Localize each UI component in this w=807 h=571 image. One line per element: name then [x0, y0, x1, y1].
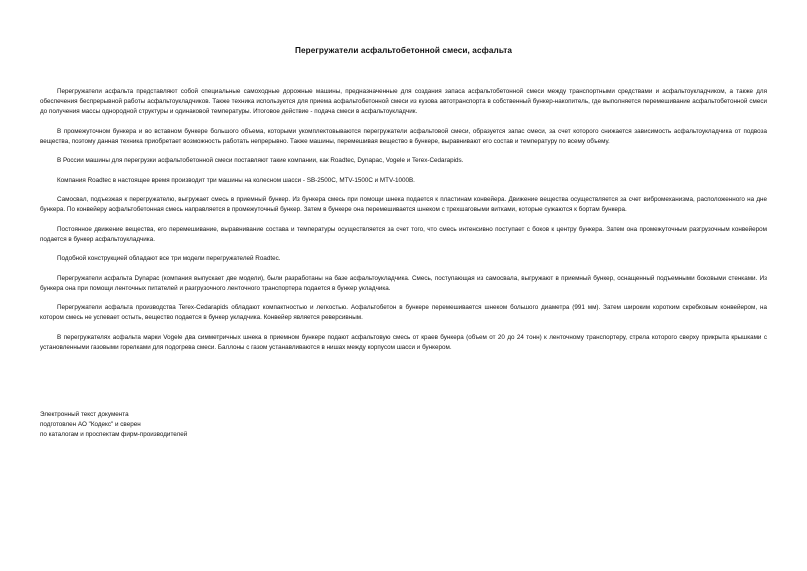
- document-footer: [40, 410, 187, 440]
- paragraph-terex-cedarapids: Перегружатели асфальта производства Terex-Cedarapids обладают компактностью и легкостью. Асфальтобетон в бункере перемешивается шнеком большого диаметра (991 мм). Затем широким коротким скребковым конвейером, на котором смесь не успевает остыть, вещество подается в бункер укладчика. Конвейер является реверсивным.: [40, 304, 767, 322]
- paragraph-suppliers-russia: В России машины для перегрузки асфальтобетонной смеси поставляют такие компании, как Roadtec, Dynapac, Vogele и Terex-Cedarapids.: [57, 157, 464, 165]
- document-body: [40, 87, 767, 362]
- footer-line: по каталогам и проспектам фирм-производителей: [40, 431, 188, 438]
- paragraph-dynapac: Перегружатели асфальта Dynapac (компания выпускает две модели), были разработаны на базе асфальтоукладчика. Смесь, поступающая из самосвала, выгружают в приемный бункер, оснащенный подъемными боковыми стенками. Из бункера она при помощи ленточных питателей и разгрузочного ленточного транспортера подается в бункер укладчика.: [40, 274, 767, 292]
- paragraph-vogele: В перегружателях асфальта марки Vogele два симметричных шнека в приемном бункере подают асфальтовую смесь от краев бункера (объем от 20 до 24 тонн) к ленточному транспортеру, стрела которого сверху прикрыта крышками с установленными газовыми горелками для подогрева смеси. Баллоны с газом устанавливаются в нишах между корпусом шасси и бункером.: [40, 333, 767, 351]
- paragraph-constant-movement: Постоянное движение вещества, его перемешивание, выравнивание состава и температуры осуществляется за счет того, что смесь интенсивно поступает с боков к центру бункера. Затем она промежуточным разгрузочным конвейером подается в бункер асфальтоукладчика.: [40, 225, 767, 243]
- document-title: Перегружатели асфальтобетонной смеси, асфальта: [294, 46, 513, 55]
- footer-line: Электронный текст документа: [40, 411, 129, 418]
- paragraph-roadtec-models: Компания Roadtec в настоящее время производит три машины на колесном шасси - SB-2500C, MTV-1500C и MTV-1000B.: [57, 176, 415, 184]
- document-page: [40, 0, 767, 571]
- paragraph-intro: Перегружатели асфальта представляют собой специальные самоходные дорожные машины, предназначенные для создания запаса асфальтобетонной смеси между транспортными средствами и асфальтоукладчиком, а также для обеспечения беспрерывной работы асфальтоукладчиков. Также техника используется для приема асфальтобетонной смеси из кузова автотранспорта в собственный бункер-накопитель, где выполняется перемешивание асфальтобетонной смеси до получения массы однородной структуры и одинаковой температуры. Итоговое действие - подача смеси в асфальтоукладчик.: [40, 88, 767, 115]
- paragraph-intermediate-bunker: В промежуточном бункера и во вставном бункере большого объема, которыми укомплектовываются перегружатели асфальтовой смеси, образуется запас смеси, за счет которого снижается зависимость асфальтоукладчика от подвоза вещества, поэтому данная техника приобретает возможность работать непрерывно. Также машины, перемешивая вещество в бункере, выравнивают его состав и температуру по всему объему.: [40, 127, 767, 145]
- paragraph-dump-truck-process: Самосвал, подъезжая к перегружателю, выгружает смесь в приемный бункер. Из бункера смесь при помощи шнека подается к пластинам конвейера. Движение вещества осуществляется за счет вибромеханизма, расположенного на дне бункера. По конвейеру асфальтобетонная смесь направляется в промежуточный бункер. Затем в бункере она перемешивается шнеком с трехшаговыми витками, которые сужаются к бортам бункера.: [40, 195, 767, 213]
- paragraph-roadtec-construction: Подобной конструкцией обладают все три модели перегружателей Roadtec.: [57, 255, 281, 263]
- footer-line: подготовлен АО "Кодекс" и сверен: [40, 421, 141, 428]
